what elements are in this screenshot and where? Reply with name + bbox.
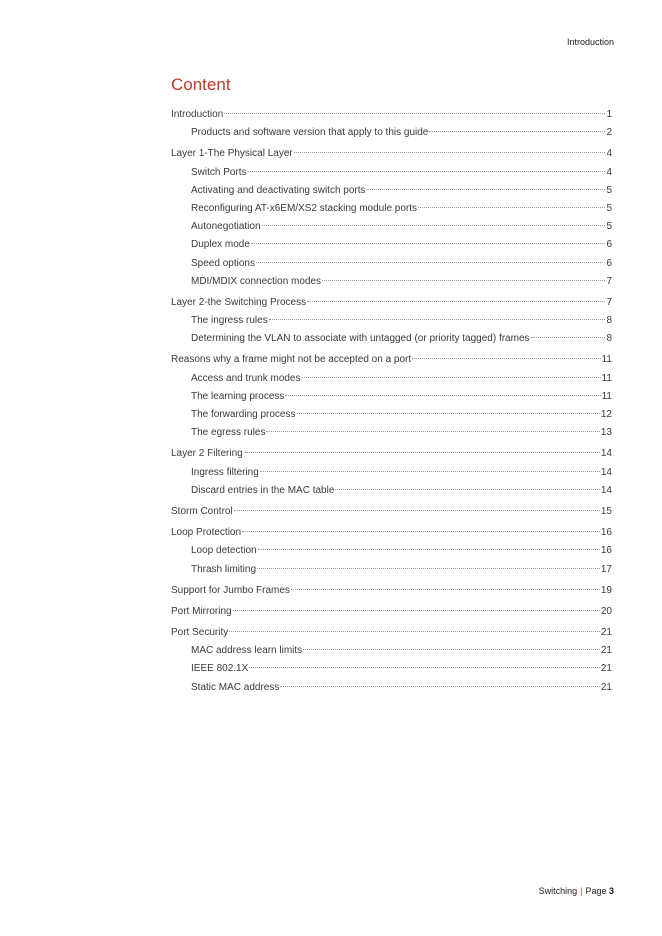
toc-entry[interactable] xyxy=(171,445,612,463)
dot-leader xyxy=(249,667,600,668)
toc-entry-page: 21 xyxy=(600,645,612,657)
toc-subentry[interactable] xyxy=(171,218,612,236)
toc-entry-page: 21 xyxy=(600,681,612,693)
dot-leader xyxy=(412,358,600,359)
toc-entry-label: The forwarding process xyxy=(191,409,296,420)
toc-entry-label: Speed options xyxy=(191,257,255,269)
toc-entry-page: 7 xyxy=(606,296,612,308)
toc-entry[interactable] xyxy=(171,624,612,642)
footer-separator: | xyxy=(580,886,583,896)
toc-subentry[interactable] xyxy=(171,642,612,660)
toc-group xyxy=(171,524,612,579)
dot-leader xyxy=(367,189,606,190)
dot-leader xyxy=(303,649,600,650)
toc-entry-label: The learning process xyxy=(191,390,285,402)
toc-subentry[interactable] xyxy=(171,200,612,218)
toc-subentry[interactable] xyxy=(171,164,612,182)
toc-group xyxy=(171,145,612,291)
toc-entry[interactable] xyxy=(171,582,612,600)
toc-entry-label: Discard entries in the MAC table xyxy=(191,484,335,496)
dot-leader xyxy=(233,610,600,611)
toc-entry-label: Determining the VLAN to associate with untagged (or priority tagged) frames xyxy=(191,333,530,345)
toc-entry[interactable] xyxy=(171,294,612,312)
toc-subentry[interactable] xyxy=(171,273,612,291)
toc-subentry[interactable] xyxy=(171,482,612,500)
toc-subentry[interactable] xyxy=(171,660,612,678)
toc-entry-label: Support for Jumbo Frames xyxy=(171,584,290,596)
toc-group xyxy=(171,445,612,500)
toc-subentry[interactable] xyxy=(171,236,612,254)
toc-entry-label: Layer 2-the Switching Process xyxy=(171,296,307,308)
toc-entry[interactable] xyxy=(171,145,612,163)
toc-entry-page: 19 xyxy=(600,584,612,596)
dot-leader xyxy=(280,686,600,687)
toc-entry[interactable] xyxy=(171,351,612,369)
toc-subentry[interactable] xyxy=(171,370,612,388)
toc-subentry[interactable] xyxy=(171,182,612,200)
toc-entry[interactable] xyxy=(171,603,612,621)
toc-subentry[interactable] xyxy=(171,464,612,482)
toc-subentry[interactable] xyxy=(171,330,612,348)
dot-leader xyxy=(335,489,599,490)
toc-entry-page: 21 xyxy=(600,663,612,675)
toc-entry-label: The ingress rules xyxy=(191,315,268,327)
dot-leader xyxy=(322,280,605,281)
dot-leader xyxy=(266,431,599,432)
toc-subentry[interactable] xyxy=(171,561,612,579)
toc-subentry[interactable] xyxy=(171,388,612,406)
toc-entry-label: Loop detection xyxy=(191,545,257,557)
dot-leader xyxy=(234,510,600,511)
toc-entry-label: Switch Ports xyxy=(191,166,247,178)
toc-entry[interactable] xyxy=(171,503,612,521)
toc-title: Content xyxy=(171,75,231,94)
toc-subentry[interactable] xyxy=(171,124,612,142)
dot-leader xyxy=(248,171,606,172)
toc-entry-page: 8 xyxy=(606,315,612,327)
dot-leader xyxy=(291,589,600,590)
table-of-contents xyxy=(171,74,612,700)
dot-leader xyxy=(418,207,605,208)
toc-entry-label: Loop Protection xyxy=(171,527,242,539)
dot-leader xyxy=(285,395,600,396)
toc-group xyxy=(171,503,612,521)
dot-leader xyxy=(269,319,606,320)
toc-entry[interactable] xyxy=(171,524,612,542)
toc-entry-label: Ingress filtering xyxy=(191,466,259,478)
toc-group xyxy=(171,582,612,600)
dot-leader xyxy=(307,301,605,302)
dot-leader xyxy=(262,225,606,226)
toc-entry-page: 14 xyxy=(600,484,612,496)
page-footer xyxy=(539,886,614,896)
toc-entry-page: 5 xyxy=(606,221,612,233)
toc-entry-label: Activating and deactivating switch ports xyxy=(191,184,366,196)
dot-leader xyxy=(531,337,606,338)
toc-entry-label: The egress rules xyxy=(191,427,266,439)
toc-entry-page: 4 xyxy=(606,166,612,178)
toc-entry-page: 2 xyxy=(606,127,612,139)
toc-group xyxy=(171,294,612,349)
toc-entry-label: Thrash limiting xyxy=(191,563,257,575)
toc-entry-label: Layer 1-The Physical Layer xyxy=(171,148,293,160)
toc-entry-page: 6 xyxy=(606,257,612,269)
toc-group xyxy=(171,624,612,697)
dot-leader xyxy=(257,568,600,569)
toc-entry-label: Layer 2 Filtering xyxy=(171,448,243,460)
toc-entry-page: 8 xyxy=(606,333,612,345)
dot-leader xyxy=(256,262,605,263)
toc-entry-page: 11 xyxy=(601,390,612,402)
toc-entry-page: 12 xyxy=(600,409,612,420)
footer-page-label: Page xyxy=(585,886,607,896)
toc-entry-label: IEEE 802.1X xyxy=(191,663,249,675)
toc-entry-page: 15 xyxy=(600,505,612,517)
toc-entry-label: Storm Control xyxy=(171,505,233,517)
toc-entry-page: 5 xyxy=(606,202,612,214)
dot-leader xyxy=(302,377,601,378)
footer-page-number: 3 xyxy=(608,886,614,896)
toc-entry-page: 1 xyxy=(606,109,612,120)
toc-entry-label: Static MAC address xyxy=(191,681,280,693)
dot-leader xyxy=(297,413,600,414)
toc-subentry[interactable] xyxy=(171,542,612,560)
toc-list xyxy=(171,106,612,697)
toc-entry-label: Introduction xyxy=(171,109,224,120)
toc-entry-page: 11 xyxy=(601,354,612,366)
running-header: Introduction xyxy=(566,37,614,47)
toc-entry-label: Port Security xyxy=(171,627,229,639)
toc-entry-page: 14 xyxy=(600,448,612,460)
toc-entry-page: 16 xyxy=(600,545,612,557)
toc-entry-page: 7 xyxy=(606,275,612,287)
toc-entry-label: Duplex mode xyxy=(191,239,250,251)
dot-leader xyxy=(242,531,600,532)
toc-group xyxy=(171,106,612,142)
toc-entry-label: Products and software version that apply to this guide xyxy=(191,127,429,139)
toc-subentry[interactable] xyxy=(171,424,612,442)
toc-entry-label: Reconfiguring AT-x6EM/XS2 stacking module ports xyxy=(191,202,418,214)
dot-leader xyxy=(251,243,606,244)
toc-entry-page: 14 xyxy=(600,466,612,478)
toc-entry-page: 20 xyxy=(600,605,612,617)
toc-entry-page: 11 xyxy=(601,372,612,384)
toc-subentry[interactable] xyxy=(171,255,612,273)
toc-group xyxy=(171,351,612,442)
toc-entry-page: 16 xyxy=(600,527,612,539)
toc-entry-label: Reasons why a frame might not be accepted on a port xyxy=(171,354,412,366)
dot-leader xyxy=(429,131,605,132)
footer-doc-title: Switching xyxy=(538,886,578,896)
toc-group xyxy=(171,603,612,621)
toc-entry-label: Autonegotiation xyxy=(191,221,261,233)
toc-entry-page: 21 xyxy=(600,627,612,639)
dot-leader xyxy=(229,631,600,632)
dot-leader xyxy=(294,152,606,153)
toc-entry-label: Port Mirroring xyxy=(171,605,232,617)
toc-entry[interactable] xyxy=(171,106,612,124)
toc-entry-label: MDI/MDIX connection modes xyxy=(191,275,322,287)
dot-leader xyxy=(244,452,600,453)
toc-entry-page: 13 xyxy=(600,427,612,439)
toc-entry-page: 17 xyxy=(600,563,612,575)
dot-leader xyxy=(258,549,600,550)
toc-subentry[interactable] xyxy=(171,312,612,330)
toc-subentry[interactable] xyxy=(171,406,612,424)
dot-leader xyxy=(224,113,605,114)
toc-subentry[interactable] xyxy=(171,679,612,697)
toc-entry-label: Access and trunk modes xyxy=(191,372,301,384)
toc-entry-page: 4 xyxy=(606,148,612,160)
toc-entry-page: 5 xyxy=(606,184,612,196)
toc-entry-label: MAC address learn limits xyxy=(191,645,303,657)
dot-leader xyxy=(260,471,600,472)
toc-entry-page: 6 xyxy=(606,239,612,251)
